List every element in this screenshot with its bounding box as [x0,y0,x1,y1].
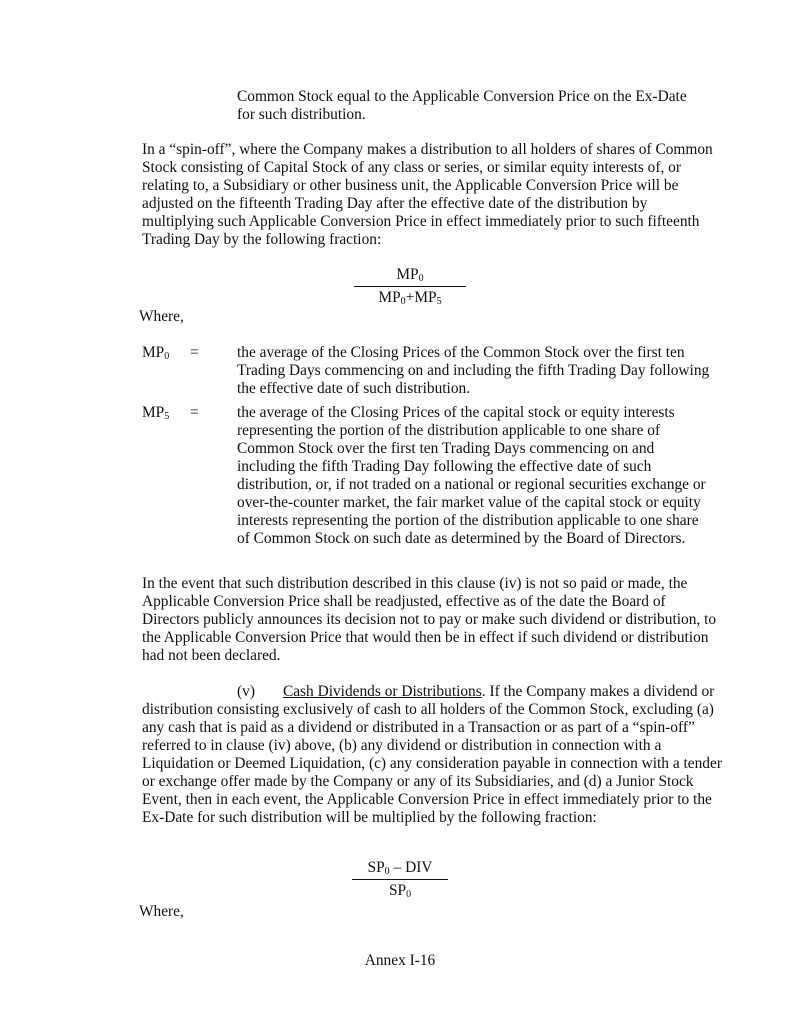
readjust-paragraph: In the event that such distribution described in this clause (iv) is not so paid or made, the Applicable Conversion Price shall be readjusted, effective as of the date the Board of Directors publicly announces its decision not to pay or make such dividend or distribution, to the Applicable Conversion Price that would then be in effect if such dividend or distribution had not been declared. [142,575,717,664]
definition-term: $MP_5$ [142,404,170,422]
equals-sign: = [190,404,199,421]
clause-body: . If the Company makes a dividend or distribution consisting exclusively of cash to all holders of the Common Stock, excluding (a) any cash that is paid as a dividend or distributed in a Transaction or as part of a “spin-off” referred to in clause (iv) above, (b) any dividend or distribution in connection with a Liquidation or Deemed Liquidation, (c) any consideration payable in connection with a tender or exchange offer made by the Company or any of its Subsidiaries, and (d) a Junior Stock Event, then in each event, the Applicable Conversion Price in effect immediately prior to the Ex-Date for such distribution will be multiplied by the following fraction: [142,683,722,826]
clause-number: (v) [237,683,255,700]
fraction-sp-numerator: $SP_0$ – DIV [367,859,433,877]
fraction-sp [352,859,448,900]
where-label: Where, [139,308,184,325]
continuation-text: Common Stock equal to the Applicable Conversion Price on the Ex-Date for such distribution. [237,88,687,123]
equals-sign: = [190,344,199,361]
fraction-mp [354,266,466,307]
page-footer: Annex I-16 [364,952,436,969]
clause-v-paragraph [142,683,722,827]
definition-term: $MP_0$ [142,344,170,362]
fraction-mp-denominator: $MP_0+MP_5$ [378,289,442,307]
definition-text: the average of the Closing Prices of the capital stock or equity interests representing the portion of the distribution applicable to one share of Common Stock over the first ten Trading Days commencing on and including the fifth Trading Day following the effective date of such distribution, or, if not traded on a national or regional securities exchange or over-the-counter market, the fair market value of the capital stock or equity interests representing the portion of the distribution applicable to one share of Common Stock on such date as determined by the Board of Directors. [237,404,706,547]
fraction-sp-denominator: $SP_0$ [388,882,412,900]
fraction-mp-numerator: $MP_0$ [396,266,424,284]
clause-heading: Cash Dividends or Distributions [282,683,482,700]
where-label: Where, [139,903,184,920]
definition-text: the average of the Closing Prices of the Common Stock over the first ten Trading Days commencing on and including the fifth Trading Day following the effective date of such distribution. [237,344,710,397]
spinoff-paragraph: In a “spin-off”, where the Company makes a distribution to all holders of shares of Common Stock consisting of Capital Stock of any class or series, or similar equity interests of, or relating to, a Subsidiary or other business unit, the Applicable Conversion Price will be adjusted on the fifteenth Trading Day after the effective date of the distribution by multiplying such Applicable Conversion Price in effect immediately prior to such fifteenth Trading Day by the following fraction: [142,141,713,248]
